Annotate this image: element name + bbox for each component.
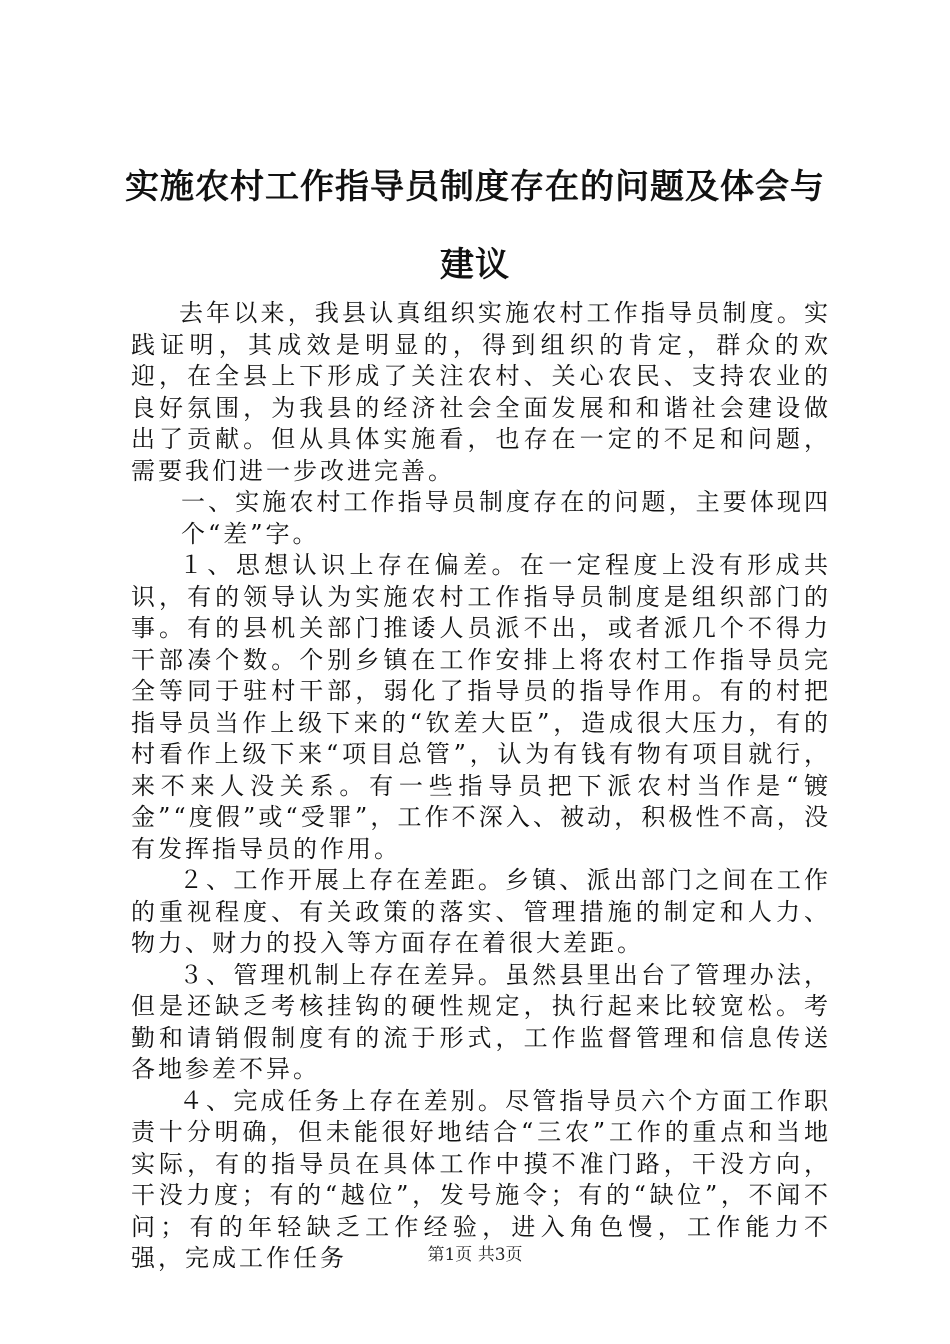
body-paragraph: ３、管理机制上存在差异。虽然县里出台了管理办法，但是还缺乏考核挂钩的硬性规定，执行起来比较宽松。考勤和请销假制度有的流于形式，工作监督管理和信息传送各地参差不异。: [131, 960, 831, 1083]
document-title-line-2: 建议: [440, 245, 510, 285]
intro-paragraph: 去年以来，我县认真组织实施农村工作指导员制度。实践证明，其成效是明显的，得到组织的肯定，群众的欢迎，在全县上下形成了关注农村、关心农民、支持农业的良好氛围，为我县的经济社会全面发展和和谐社会建设做出了贡献。但从具体实施看，也存在一定的不足和问题，需要我们进一步改进完善。: [131, 299, 831, 485]
body-paragraph: ４、完成任务上存在差别。尽管指导员六个方面工作职责十分明确，但未能很好地结合“三农”工作的重点和当地实际，有的指导员在具体工作中摸不准门路，干没方向，干没力度；有的“越位”，发号施令；有的“缺位”，不闻不问；有的年轻缺乏工作经验，进入角色慢，工作能力不强，完成工作任务: [131, 1086, 831, 1272]
body-paragraph: ２、工作开展上存在差距。乡镇、派出部门之间在工作的重视程度、有关政策的落实、管理措施的制定和人力、物力、财力的投入等方面存在着很大差距。: [131, 866, 831, 957]
document-body: [131, 298, 831, 1275]
section-heading: 一、实施农村工作指导员制度存在的问题，主要体现四个“差”字。: [181, 488, 831, 548]
page-footer: 第1页 共3页: [427, 1245, 523, 1265]
body-paragraph: １、思想认识上存在偏差。在一定程度上没有形成共识，有的领导认为实施农村工作指导员制度是组织部门的事。有的县机关部门推诿人员派不出，或者派几个不得力干部凑个数。个别乡镇在工作安排上将农村工作指导员完全等同于驻村干部，弱化了指导员的指导作用。有的村把指导员当作上级下来的“钦差大臣”，造成很大压力，有的村看作上级下来“项目总管”，认为有钱有物有项目就行，来不来人没关系。有一些指导员把下派农村当作是“镀金”“度假”或“受罪”，工作不深入、被动，积极性不高，没有发挥指导员的作用。: [131, 551, 831, 863]
document-title-line-1: 实施农村工作指导员制度存在的问题及体会与: [125, 167, 825, 207]
